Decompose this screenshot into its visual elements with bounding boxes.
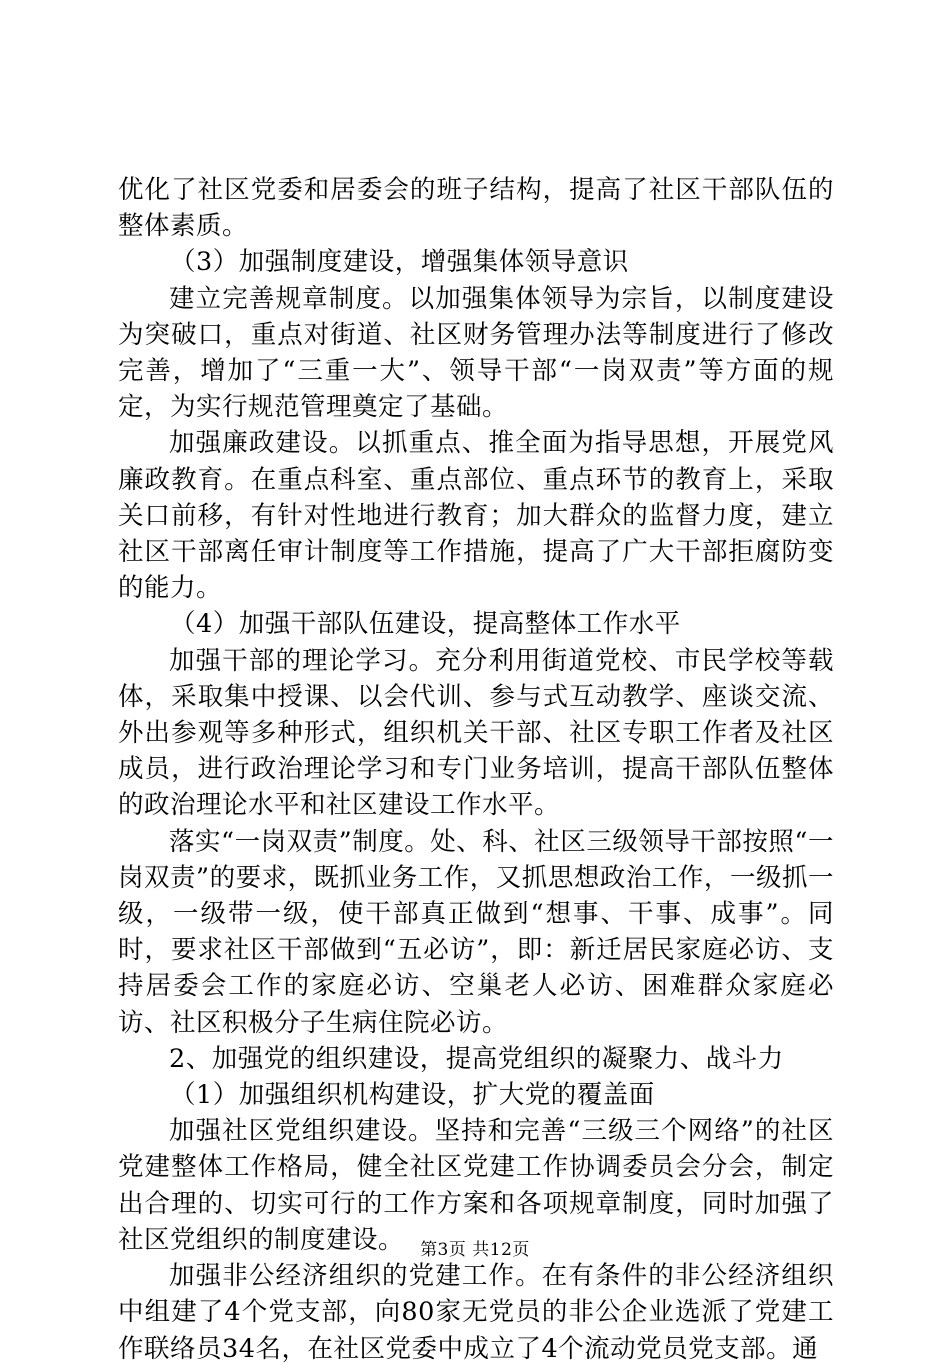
- paragraph-nonpublic: 加强非公经济组织的党建工作。在有条件的非公经济组织中组建了4个党支部，向80家无党员的非公企业选派了党建工作联络员34名，在社区党委中成立了4个流动党员党支部。通: [118, 1261, 834, 1364]
- section-heading-2: 2、加强党的组织建设，提高党组织的凝聚力、战斗力: [169, 1043, 784, 1074]
- section-heading-1: （1）加强组织机构建设，扩大党的覆盖面: [170, 1080, 655, 1111]
- section-heading-4: （4）加强干部队伍建设，提高整体工作水平: [170, 609, 681, 640]
- paragraph-responsibility: 落实“一岗双责”制度。处、科、社区三级领导干部按照“一岗双责”的要求，既抓业务工作，又抓思想政治工作，一级抓一级，一级带一级，使干部真正做到“想事、干事、成事”。同时，要求社区干部做到“五必访”，即：新迁居民家庭必访、支持居委会工作的家庭必访、空巢老人必访、困难群众家庭必访、社区积极分子生病住院必访。: [118, 826, 834, 1038]
- paragraph-theory: 加强干部的理论学习。充分利用街道党校、市民学校等载体，采取集中授课、以会代训、参与式互动教学、座谈交流、外出参观等多种形式，组织机关干部、社区专职工作者及社区成员，进行政治理论学习和专门业务培训，提高干部队伍整体的政治理论水平和社区建设工作水平。: [118, 645, 834, 821]
- paragraph-rules: 建立完善规章制度。以加强集体领导为宗旨，以制度建设为突破口，重点对街道、社区财务管理办法等制度进行了修改完善，增加了“三重一大”、领导干部“一岗双责”等方面的规定，为实行规范管理奠定了基础。: [118, 283, 834, 423]
- document-body: [118, 172, 834, 1367]
- page-number-footer: 第3页 共12页: [420, 1240, 530, 1260]
- paragraph-integrity: 加强廉政建设。以抓重点、推全面为指导思想，开展党风廉政教育。在重点科室、重点部位、重点环节的教育上，采取关口前移，有针对性地进行教育；加大群众的监督力度，建立社区干部离任审计制度等工作措施，提高了广大干部拒腐防变的能力。: [118, 428, 834, 604]
- paragraph-continuation: 优化了社区党委和居委会的班子结构，提高了社区干部队伍的整体素质。: [118, 175, 834, 242]
- paragraph-community: 加强社区党组织建设。坚持和完善“三级三个网络”的社区党建整体工作格局，健全社区党建工作协调委员会分会，制定出合理的、切实可行的工作方案和各项规章制度，同时加强了社区党组织的制度建设。: [118, 1116, 834, 1255]
- section-heading-3: （3）加强制度建设，增强集体领导意识: [170, 247, 629, 278]
